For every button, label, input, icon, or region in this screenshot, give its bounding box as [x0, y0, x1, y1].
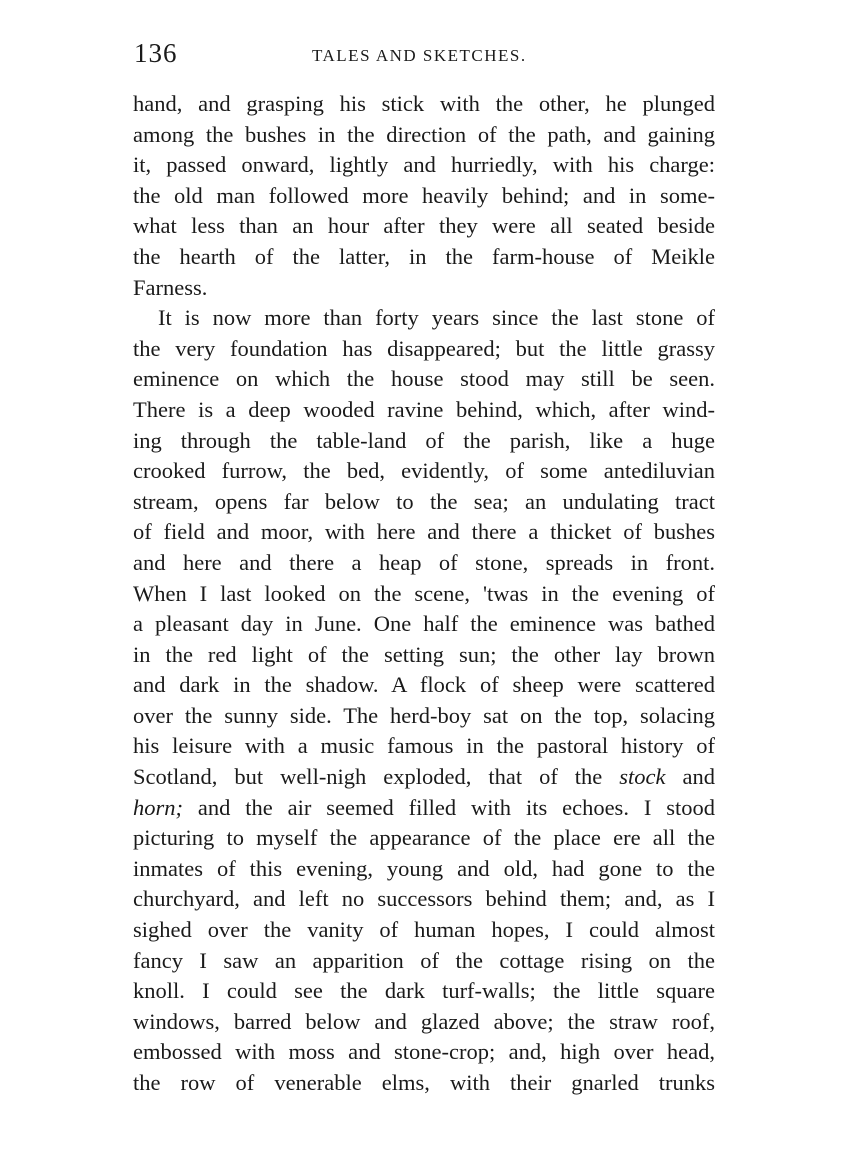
text-line: knoll. I could see the dark turf-walls; the little square: [133, 978, 715, 1004]
running-head: [134, 38, 714, 78]
text-line: the old man followed more heavily behind; and in some-: [133, 182, 715, 208]
text-line: Farness.: [133, 274, 208, 300]
text-line: windows, barred below and glazed above; the straw roof,: [133, 1008, 715, 1034]
text-line: of field and moor, with here and there a thicket of bushes: [133, 519, 715, 545]
text-line: and here and there a heap of stone, spreads in front.: [133, 549, 715, 575]
text-line: his leisure with a music famous in the pastoral history of: [133, 733, 715, 759]
italic-term: horn;: [133, 794, 183, 820]
text-line: over the sunny side. The herd-boy sat on the top, solacing: [133, 702, 715, 728]
text-line: among the bushes in the direction of the path, and gaining: [133, 121, 715, 147]
text-line: embossed with moss and stone-crop; and, high over head,: [133, 1039, 715, 1065]
text-segment: Scotland, but well-nigh exploded, that of the: [133, 764, 620, 790]
text-line: churchyard, and left no successors behind them; and, as I: [133, 886, 715, 912]
text-line: inmates of this evening, young and old, had gone to the: [133, 855, 715, 881]
text-line: it, passed onward, lightly and hurriedly, with his charge:: [133, 152, 715, 178]
text-line: the hearth of the latter, in the farm-house of Meikle: [133, 243, 715, 269]
text-line: what less than an hour after they were all seated beside: [133, 213, 715, 239]
text-line: hand, and grasping his stick with the other, he plunged: [133, 91, 715, 116]
page-number: 136: [134, 38, 178, 68]
text-line: the very foundation has disappeared; but the little grassy: [133, 335, 715, 361]
text-line: the row of venerable elms, with their gnarled trunks: [133, 1070, 715, 1095]
body-text: [133, 89, 715, 1099]
text-line: crooked furrow, the bed, evidently, of some antediluvian: [133, 458, 715, 484]
text-line: When I last looked on the scene, 'twas in the evening of: [133, 580, 715, 606]
text-segment: and the air seemed filled with its echoes. I stood: [183, 794, 715, 820]
text-line: sighed over the vanity of human hopes, I could almost: [133, 917, 715, 943]
text-line-with-italic: [133, 762, 715, 793]
running-title: TALES AND SKETCHES.: [312, 46, 527, 65]
text-line: stream, opens far below to the sea; an undulating tract: [133, 488, 715, 514]
text-line: a pleasant day in June. One half the eminence was bathed: [133, 611, 715, 637]
text-line: There is a deep wooded ravine behind, which, after wind-: [133, 396, 715, 422]
italic-term: stock: [619, 764, 666, 790]
text-line: in the red light of the setting sun; the other lay brown: [133, 641, 715, 667]
text-line: fancy I saw an apparition of the cottage rising on the: [133, 947, 715, 973]
text-segment: and: [665, 764, 715, 790]
text-line-with-italic: [133, 793, 715, 824]
text-line: picturing to myself the appearance of the place ere all the: [133, 825, 715, 851]
text-line: and dark in the shadow. A flock of sheep were scattered: [133, 672, 715, 698]
text-line: ing through the table-land of the parish, like a huge: [133, 427, 715, 453]
text-line: eminence on which the house stood may still be seen.: [133, 366, 715, 392]
paragraph-start-line: It is now more than forty years since the last stone of: [158, 305, 715, 331]
